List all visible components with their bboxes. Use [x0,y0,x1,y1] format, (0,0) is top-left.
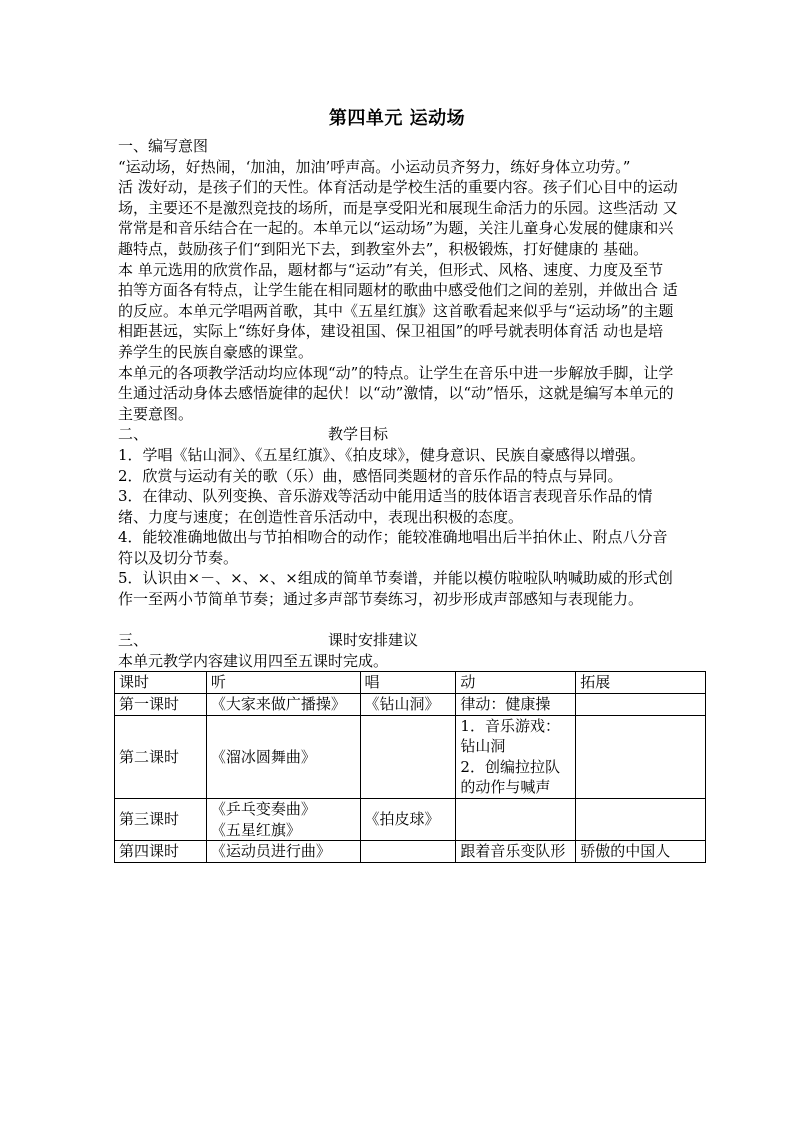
table-row [115,841,706,863]
section2-heading [118,424,678,445]
table-cell: 《拍皮球》 [360,799,456,841]
goal-item: 5．认识由×－、×、×、×组成的简单节奏谱，并能以模仿啦啦队呐喊助威的形式创作一至两小节简单节奏；通过多声部节奏练习，初步形成声部感知与表现能力。 [118,569,673,609]
table-cell [576,694,706,716]
section3-heading [118,630,678,651]
table-cell: 《大家来做广播操》 [206,694,360,716]
section3-title: 课时安排建议 [328,631,419,650]
section1-heading: 一、编写意图 [118,137,209,155]
paragraph-quote: “运动场，好热闹，‘加油，加油’呼声高。小运动员齐努力，练好身体立功劳。” [118,157,631,176]
table-row [115,715,706,798]
spacer [118,610,678,631]
goal-item: 1．学唱《钻山洞》、《五星红旗》、《拍皮球》，健身意识、民族自豪感得以增强。 [118,445,646,464]
header-cell: 拓展 [576,672,706,694]
section2-number: 二、 [118,425,149,444]
table-cell: 《运动员进行曲》 [206,841,360,863]
goal-item: 3．在律动、队列变换、音乐游戏等活动中能用适当的肢体语言表现音乐作品的情绪、力度与速度；在创造性音乐活动中，表现出积极的态度。 [118,487,653,526]
paragraph-works: 本 单元选用的欣赏作品，题材都与“运动”有关，但形式、风格、速度、力度及至节拍等方面各有特点，让学生能在相同题材的歌曲中感受他们之间的差别，并做出合 适的反应。本单元学唱两首歌，其中《五星红旗》这首歌看起来似乎与“运动场”的主题相距甚远，实际上“练好身体，建设祖国、保卫祖国”的呼号就表明体育活 动也是培养学生的民族自豪感的课堂。 [118,260,678,361]
table-row [115,799,706,841]
paragraph-activity: 活 泼好动，是孩子们的天性。体育活动是学校生活的重要内容。孩子们心目中的运动场，主要还不是激烈竞技的场所，而是享受阳光和展现生命活力的乐园。这些活动 又常常是和音乐结合在一起的。本单元以“运动场”为题，关注儿童身心发展的健康和兴趣特点，鼓励孩子们“到阳光下去，到教室外去”，积极锻炼，打好健康的 基础。 [118,178,678,258]
schedule-table [114,671,706,862]
schedule-intro: 本单元教学内容建议用四至五课时完成。 [118,651,389,670]
table-cell [360,841,456,863]
document-title: 第四单元 运动场 [328,108,466,129]
table-cell [576,799,706,841]
table-cell: 《乒乓变奏曲》 《五星红旗》 [206,799,360,841]
section3-number: 三、 [118,631,149,650]
table-cell: 《钻山洞》 [360,694,456,716]
table-cell: 《溜冰圆舞曲》 [206,715,360,798]
document-body [118,136,678,863]
table-cell: 第四课时 [115,841,207,863]
header-cell: 听 [206,672,360,694]
table-row [115,694,706,716]
table-cell: 律动：健康操 [456,694,576,716]
table-cell: 第二课时 [115,715,207,798]
table-header-row [115,672,706,694]
goal-item: 4．能较准确地做出与节拍相吻合的动作；能较准确地唱出后半拍休止、附点八分音符以及切分节奏。 [118,528,668,567]
table-cell: 1．音乐游戏：钻山洞 2．创编拉拉队的动作与喊声 [456,715,576,798]
paragraph-intent: 本单元的各项教学活动均应体现“动”的特点。让学生在音乐中进一步解放手脚，让学生通过活动身体去感悟旋律的起伏！以“动”激情，以“动”悟乐，这就是编写本单元的主要意图。 [118,363,674,423]
table-cell: 第三课时 [115,799,207,841]
table-cell: 第一课时 [115,694,207,716]
goal-item: 2．欣赏与运动有关的歌（乐）曲，感悟同类题材的音乐作品的特点与异同。 [118,466,623,485]
header-cell: 课时 [115,672,207,694]
header-cell: 唱 [360,672,456,694]
header-cell: 动 [456,672,576,694]
table-cell: 跟着音乐变队形 [456,841,576,863]
section2-title: 教学目标 [328,425,389,444]
table-cell [576,715,706,798]
table-cell: 骄傲的中国人 [576,841,706,863]
table-cell [360,715,456,798]
table-cell [456,799,576,841]
